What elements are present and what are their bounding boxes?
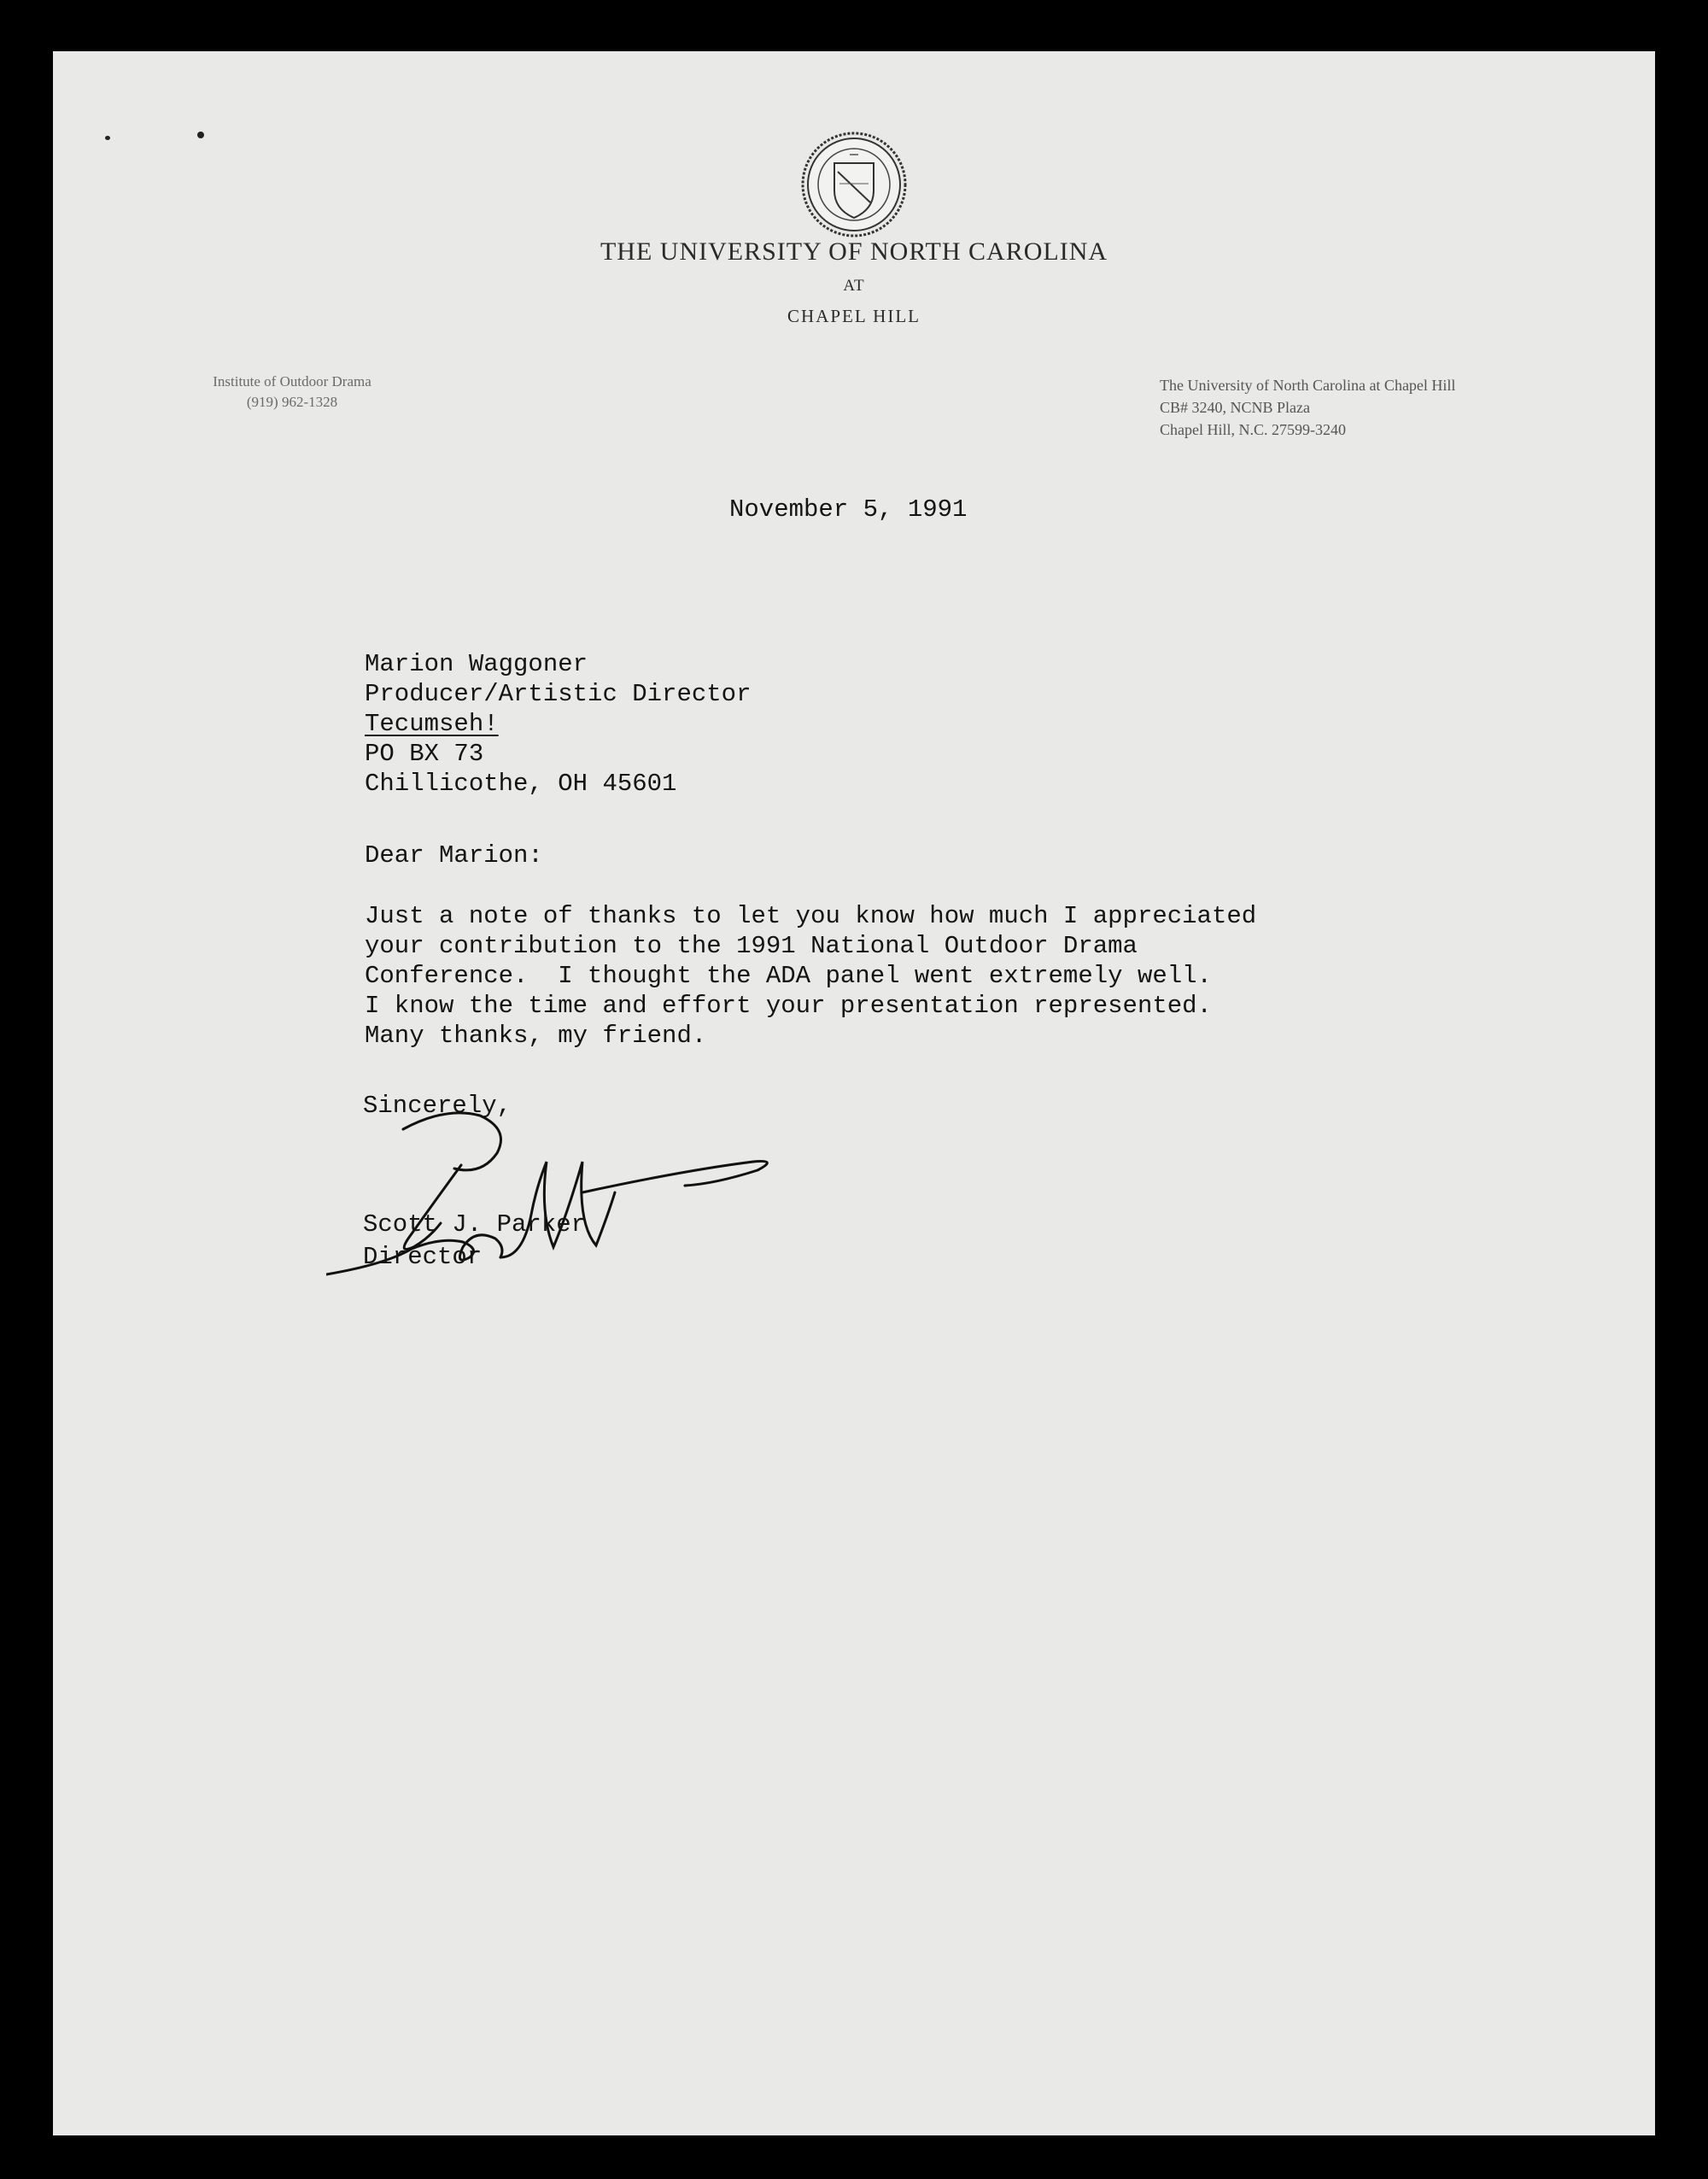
- mailing-address-line: The University of North Carolina at Chapel Hill: [1160, 377, 1456, 394]
- recipient-address: [365, 649, 751, 799]
- mailing-address-line: Chapel Hill, N.C. 27599-3240: [1160, 421, 1346, 438]
- university-at: AT: [843, 277, 865, 295]
- closing: Sincerely,: [363, 1092, 512, 1120]
- university-campus: CHAPEL HILL: [787, 306, 921, 326]
- recipient-organization: Tecumseh!: [365, 710, 499, 738]
- recipient-po-box: PO BX 73: [365, 740, 484, 768]
- university-seal-icon: [800, 131, 908, 238]
- recipient-city: Chillicothe, OH 45601: [365, 770, 677, 798]
- recipient-title: Producer/Artistic Director: [365, 680, 752, 708]
- paper-speck: [105, 136, 110, 140]
- paper-speck: [197, 132, 204, 138]
- body-line: your contribution to the 1991 National Outdoor Drama: [365, 932, 1138, 960]
- letter-page: [53, 51, 1655, 2135]
- mailing-address-line: CB# 3240, NCNB Plaza: [1160, 399, 1311, 416]
- mailing-address-block: [1160, 374, 1604, 441]
- body-line: I know the time and effort your presentation represented.: [365, 992, 1212, 1020]
- department-phone: (919) 962-1328: [246, 394, 338, 410]
- letter-body: [365, 901, 1256, 1051]
- letter-date: November 5, 1991: [729, 495, 968, 524]
- signer-name: Scott J. Parker: [363, 1210, 587, 1239]
- body-line: Conference. I thought the ADA panel went extremely well.: [365, 962, 1212, 990]
- department-name: Institute of Outdoor Drama: [213, 373, 371, 390]
- body-line: Many thanks, my friend.: [365, 1022, 707, 1050]
- department-block: [138, 372, 446, 413]
- recipient-name: Marion Waggoner: [365, 650, 588, 678]
- salutation: Dear Marion:: [365, 841, 543, 870]
- university-name: THE UNIVERSITY OF NORTH CAROLINA: [600, 237, 1108, 266]
- signer-block: [363, 1209, 586, 1274]
- body-line: Just a note of thanks to let you know how much I appreciated: [365, 902, 1257, 930]
- signer-title: Director: [363, 1243, 483, 1271]
